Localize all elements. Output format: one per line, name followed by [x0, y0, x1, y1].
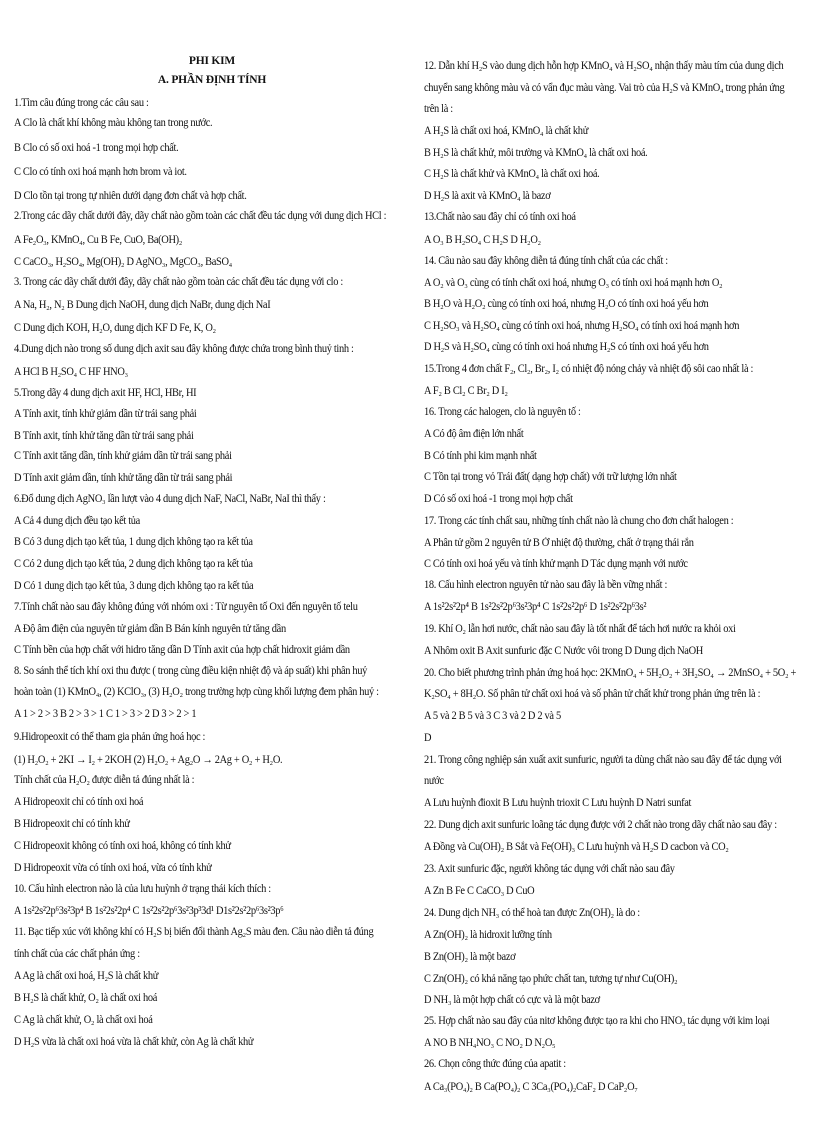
text-line: 10. Cấu hình electron nào là của lưu huỳnh ở trạng thái kích thích : [14, 883, 271, 895]
text-line: 12. Dẫn khí H₂S vào dung dịch hỗn hợp KMnO₄ và H₂SO₄ nhận thấy màu tím của dung dịch [424, 60, 784, 72]
text-line: B H₂S là chất khử, O₂ là chất oxi hoá [14, 992, 158, 1004]
text-line: 24. Dung dịch NH₃ có thể hoà tan được Zn(OH)₂ là do : [424, 907, 640, 919]
text-line: trên là : [424, 103, 453, 115]
text-line: C Có tính oxi hoá yếu và tính khử mạnh D Tác dụng mạnh với nước [424, 558, 688, 570]
text-line: C H₂SO₃ và H₂SO₄ cùng có tính oxi hoá, nhưng H₂SO₄ có tính oxi hoá mạnh hơn [424, 320, 740, 332]
text-line: C Dung dịch KOH, H₂O, dung dịch KF D Fe, K, O₂ [14, 322, 216, 334]
text-line: A Có độ âm điện lớn nhất [424, 428, 524, 440]
text-line: A O₂ và O₃ cùng có tính chất oxi hoá, nhưng O₃ có tính oxi hoá mạnh hơn O₂ [424, 277, 723, 289]
text-line: 3. Trong các dãy chất dưới đây, dãy chất nào gồm toàn các chất đều tác dụng với clo : [14, 276, 343, 288]
text-line: C Clo có tính oxi hoá mạnh hơn brom và iot. [14, 166, 187, 178]
text-line: B Clo có số oxi hoá -1 trong mọi hợp chất. [14, 142, 179, 154]
text-line: D Hidropeoxit vừa có tính oxi hoá, vừa có tính khử [14, 862, 212, 874]
text-line: B Hidropeoxit chỉ có tính khử [14, 818, 130, 830]
text-line: chuyển sang không màu và có vẩn đục màu vàng. Vai trò của H₂S và KMnO₄ trong phản ứng [424, 82, 785, 94]
text-line: 14. Câu nào sau đây không diễn tả đúng tính chất của các chất : [424, 255, 668, 267]
text-line: D H₂S vừa là chất oxi hoá vừa là chất khử, còn Ag là chất khử [14, 1036, 254, 1048]
text-line: 17. Trong các tính chất sau, những tính chất nào là chung cho đơn chất halogen : [424, 515, 734, 527]
text-line: 8. So sánh thể tích khí oxi thu được ( trong cùng điều kiện nhiệt độ và áp suất) khi phân huỷ [14, 665, 368, 677]
text-line: A NO B NH₄NO₃ C NO₂ D N₂O₅ [424, 1037, 556, 1049]
text-line: B Tính axit, tính khử tăng dần từ trái sang phải [14, 430, 194, 442]
text-line: 23. Axit sunfuric đặc, người không tác dụng với chất nào sau đây [424, 863, 675, 875]
text-line: 20. Cho biết phương trình phản ứng hoá học: 2KMnO₄ + 5H₂O₂ + 3H₂SO₄ → 2MnSO₄ + 5O₂ + [424, 667, 797, 679]
text-line: hoàn toàn (1) KMnO₄, (2) KClO₃, (3) H₂O₂ trong trường hợp cùng khối lượng đem phân huỷ : [14, 686, 379, 698]
text-line: B Có 3 dung dịch tạo kết tủa, 1 dung dịch không tạo ra kết tủa [14, 536, 253, 548]
text-line: 2.Trong các dãy chất dưới đây, dãy chất nào gồm toàn các chất đều tác dụng với dung dịch HCl : [14, 210, 387, 222]
text-line: A Zn B Fe C CaCO₃ D CuO [424, 885, 535, 897]
text-line: C H₂S là chất khử và KMnO₄ là chất oxi hoá. [424, 168, 600, 180]
text-line: D NH₃ là một hợp chất có cực và là một bazơ [424, 994, 600, 1006]
text-line: A Ag là chất oxi hoá, H₂S là chất khử [14, 970, 159, 982]
text-line: 15.Trong 4 đơn chất F₂, Cl₂, Br₂, I₂ có nhiệt độ nóng chảy và nhiệt độ sôi cao nhất là : [424, 363, 754, 375]
text-line: A 5 và 2 B 5 và 3 C 3 và 2 D 2 và 5 [424, 710, 561, 722]
text-line: D [424, 732, 432, 744]
text-line: C Tính bền của hợp chất với hidro tăng dần D Tính axit của hợp chất hidroxit giảm dần [14, 644, 350, 656]
text-line: C CaCO₃, H₂SO₄, Mg(OH)₂ D AgNO₃, MgCO₃, BaSO₄ [14, 256, 232, 268]
text-line: 5.Trong dãy 4 dung dịch axit HF, HCl, HBr, HI [14, 387, 197, 399]
text-line: D H₂S là axit và KMnO₄ là bazơ [424, 190, 551, 202]
text-line: D Clo tồn tại trong tự nhiên dưới dạng đơn chất và hợp chất. [14, 190, 247, 202]
text-line: (1) H₂O₂ + 2KI → I₂ + 2KOH (2) H₂O₂ + Ag₂O → 2Ag + O₂ + H₂O. [14, 754, 283, 766]
text-line: D H₂S và H₂SO₄ cùng có tính oxi hoá nhưng H₂S có tính oxi hoá yếu hơn [424, 341, 709, 353]
text-line: 21. Trong công nghiệp sản xuất axit sunfuric, người ta dùng chất nào sau đây để tác dụng với [424, 754, 782, 766]
text-line: A Fe₂O₃, KMnO₄, Cu B Fe, CuO, Ba(OH)₂ [14, 234, 183, 246]
text-line: 19. Khí O₂ lẫn hơi nước, chất nào sau đây là tốt nhất để tách hơi nước ra khỏi oxi [424, 623, 736, 635]
text-line: Tính chất của H₂O₂ được diễn tả đúng nhất là : [14, 774, 195, 786]
text-line: K₂SO₄ + 8H₂O. Số phân tử chất oxi hoá và số phân tử chất khử trong phản ứng trên là : [424, 688, 761, 700]
text-line: A Đồng và Cu(OH)₂ B Sắt và Fe(OH)₃ C Lưu huỳnh và H₂S D cacbon và CO₂ [424, 841, 729, 853]
text-line: 26. Chọn công thức đúng của apatit : [424, 1058, 566, 1070]
text-line: C Hidropeoxit không có tính oxi hoá, không có tính khử [14, 840, 231, 852]
text-line: 4.Dung dịch nào trong số dung dịch axit sau đây không được chứa trong bình thuỷ tinh : [14, 343, 354, 355]
text-line: B Zn(OH)₂ là một bazơ [424, 951, 516, 963]
text-line: A 1 > 2 > 3 B 2 > 3 > 1 C 1 > 3 > 2 D 3 > 2 > 1 [14, 708, 197, 720]
text-line: A Hidropeoxit chỉ có tính oxi hoá [14, 796, 144, 808]
text-line: A 1s²2s²2p⁴ B 1s²2s²2p⁶3s²3p⁴ C 1s²2s²2p⁶ D 1s²2s²2p⁶3s² [424, 601, 647, 613]
text-line: C Tính axit tăng dần, tính khử giảm dần từ trái sang phải [14, 450, 232, 462]
page-title: PHI KIM [188, 55, 236, 67]
text-line: C Zn(OH)₂ có khả năng tạo phức chất tan, tương tự như Cu(OH)₂ [424, 973, 678, 985]
text-line: D Có 1 dung dịch tạo kết tủa, 3 dung dịch không tạo ra kết tủa [14, 580, 254, 592]
text-line: C Ag là chất khử, O₂ là chất oxi hoá [14, 1014, 153, 1026]
text-line: 6.Đổ dung dịch AgNO₃ lần lượt vào 4 dung dịch NaF, NaCl, NaBr, NaI thì thấy : [14, 493, 326, 505]
text-line: 18. Cấu hình electron nguyên tử nào sau đây là bền vững nhất : [424, 579, 668, 591]
text-line: B H₂S là chất khử, môi trường và KMnO₄ là chất oxi hoá. [424, 147, 648, 159]
text-line: C Có 2 dung dịch tạo kết tủa, 2 dung dịch không tạo ra kết tủa [14, 558, 253, 570]
text-line: A Na, H₂, N₂ B Dung dịch NaOH, dung dịch NaBr, dung dịch NaI [14, 299, 271, 311]
text-line: 1.Tìm câu đúng trong các câu sau : [14, 97, 149, 109]
text-line: A Cả 4 dung dịch đều tạo kết tủa [14, 515, 140, 527]
text-line: A Ca₃(PO₄)₂ B Ca(PO₄)₂ C 3Ca₃(PO₄)₂CaF₂ D CaP₂O₇ [424, 1081, 638, 1093]
text-line: nước [424, 775, 444, 787]
text-line: A Lưu huỳnh đioxit B Lưu huỳnh trioxit C Lưu huỳnh D Natri sunfat [424, 797, 692, 809]
text-line: 25. Hợp chất nào sau đây của nitơ không được tạo ra khi cho HNO₃ tác dụng với kim loại [424, 1015, 770, 1027]
text-line: B H₂O và H₂O₂ cùng có tính oxi hoá, nhưng H₂O có tính oxi hoá yếu hơn [424, 298, 709, 310]
text-line: 9.Hidropeoxit có thể tham gia phản ứng hoá học : [14, 731, 206, 743]
text-line: 7.Tính chất nào sau đây không đúng với nhóm oxi : Từ nguyên tố Oxi đến nguyên tố telu [14, 601, 358, 613]
text-line: A Phân tử gồm 2 nguyên tử B Ở nhiệt độ thường, chất ở trạng thái rắn [424, 537, 694, 549]
text-line: 13.Chất nào sau đây chỉ có tính oxi hoá [424, 211, 576, 223]
text-line: A 1s²2s²2p⁶3s²3p⁴ B 1s²2s²2p⁴ C 1s²2s²2p⁶3s²3p³3d¹ D1s²2s²2p⁶3s²3p⁶ [14, 905, 284, 917]
text-line: A Zn(OH)₂ là hidroxit lưỡng tính [424, 929, 552, 941]
text-line: A Độ âm điện của nguyên tử giảm dần B Bán kính nguyên tử tăng dần [14, 623, 286, 635]
text-line: 16. Trong các halogen, clo là nguyên tố : [424, 406, 581, 418]
text-line: C Tồn tại trong vỏ Trái đất( dạng hợp chất) với trữ lượng lớn nhất [424, 471, 677, 483]
text-line: A O₃ B H₂SO₄ C H₂S D H₂O₂ [424, 234, 541, 246]
text-line: D Tính axit giảm dần, tính khử tăng dần từ trái sang phải [14, 472, 233, 484]
text-line: 22. Dung dịch axit sunfuric loãng tác dụng được với 2 chất nào trong dãy chất nào sau đây : [424, 819, 777, 831]
text-line: A Clo là chất khí không màu không tan trong nước. [14, 117, 213, 129]
text-line: B Có tính phi kim mạnh nhất [424, 450, 537, 462]
text-line: 11. Bạc tiếp xúc với không khí có H₂S bị biến đổi thành Ag₂S màu đen. Câu nào diễn tả đúng [14, 926, 374, 938]
text-line: D Có số oxi hoá -1 trong mọi hợp chất [424, 493, 573, 505]
text-line: A H₂S là chất oxi hoá, KMnO₄ là chất khử [424, 125, 589, 137]
text-line: A F₂ B Cl₂ C Br₂ D I₂ [424, 385, 508, 397]
text-line: A Tính axit, tính khử giảm dần từ trái sang phải [14, 408, 197, 420]
section-heading: A. PHẦN ĐỊNH TÍNH [157, 74, 267, 86]
text-line: A Nhôm oxit B Axit sunfuric đặc C Nước vôi trong D Dung dịch NaOH [424, 645, 703, 657]
text-line: tính chất của các chất phản ứng : [14, 948, 140, 960]
text-line: A HCl B H₂SO₄ C HF HNO₃ [14, 366, 128, 378]
